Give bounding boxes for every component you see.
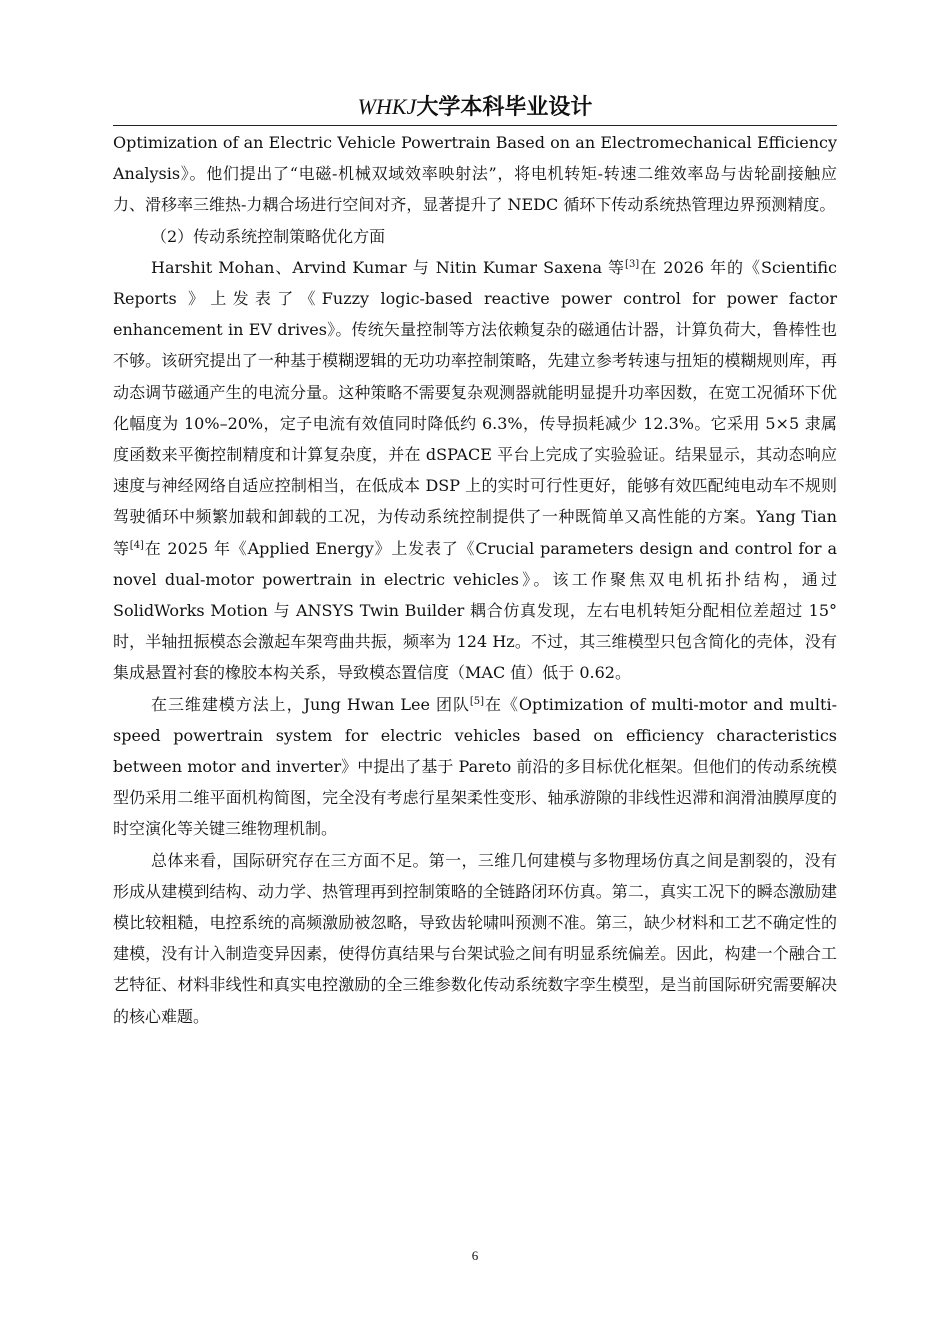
section-heading: （2）传动系统控制策略优化方面	[151, 226, 386, 246]
paragraph-text: 在 2025 年《Applied Energy》上发表了《Crucial parameters design and control for a novel dual-motor powertrain in electric vehicles》。该工作聚焦双电机拓扑结构，通过 SolidWorks Motion 与 ANSYS Twin Builder 耦合仿真发现，左右电机转矩分配相位差超过 15° 时，半轴扭振模态会激起车架弯曲共振，频率为 124 Hz。不过，其三维模型只包含简化的壳体，没有集成悬置衬套的橡胶本构关系，导致模态置信度（MAC 值）低于 0.62。	[113, 538, 837, 683]
paragraph-control-strategy	[113, 252, 837, 689]
body-text	[113, 127, 837, 1032]
paragraph-text: 在《Optimization of multi-motor and multi-speed powertrain system for electric vehicles based on efficiency characteristics between motor and inverter》中提出了基于 Pareto 前沿的多目标优化框架。但他们的传动系统模型仍采用二维平面机构简图，完全没有考虑行星架柔性变形、轴承游隙的非线性迟滞和润滑油膜厚度的时空演化等关键三维物理机制。	[113, 694, 837, 839]
paragraph-summary: 总体来看，国际研究存在三方面不足。第一，三维几何建模与多物理场仿真之间是割裂的，没有形成从建模到结构、动力学、热管理再到控制策略的全链路闭环仿真。第二，真实工况下的瞬态激励建模比较粗糙，电控系统的高频激励被忽略，导致齿轮啸叫预测不准。第三，缺少材料和工艺不确定性的建模，没有计入制造变异因素，使得仿真结果与台架试验之间有明显系统偏差。因此，构建一个融合工艺特征、材料非线性和真实电控激励的全三维参数化传动系统数字孪生模型，是当前国际研究需要解决的核心难题。	[113, 850, 837, 1026]
page-header	[113, 93, 837, 122]
paragraph-text: 在三维建模方法上，Jung Hwan Lee 团队	[151, 694, 470, 714]
page-number: 6	[471, 1248, 479, 1263]
citation-ref: [4]	[129, 539, 144, 551]
paragraph-modeling	[113, 689, 837, 845]
paragraph-continued: Optimization of an Electric Vehicle Powertrain Based on an Electromechanical Efficiency Analysis》。他们提出了“电磁-机械双域效率映射法”，将电机转矩-转速二维效率岛与齿轮副接触应力、滑移率三维热-力耦合场进行空间对齐，显著提升了 NEDC 循环下传动系统热管理边界预测精度。	[113, 133, 837, 215]
citation-ref: [3]	[625, 258, 640, 270]
header-divider	[113, 125, 837, 126]
header-title-chinese: 大学本科毕业设计	[416, 95, 593, 120]
citation-ref: [5]	[469, 695, 485, 707]
header-title-latin: WHKJ	[357, 94, 417, 119]
paragraph-text: 在 2026 年的《Scientific Reports 》上发表了《Fuzzy logic-based reactive power control for power factor enhancement in EV drives》。传统矢量控制等方法依赖复杂的磁通估计器，计算负荷大，鲁棒性也不够。该研究提出了一种基于模糊逻辑的无功功率控制策略，先建立参考转速与扭矩的模糊规则库，再动态调节磁通产生的电流分量。这种策略不需要复杂观测器就能明显提升功率因数，在宽工况循环下优化幅度为 10%–20%，定子电流有效值同时降低约 6.3%，传导损耗减少 12.3%。它采用 5×5 隶属度函数来平衡控制精度和计算复杂度，并在 dSPACE 平台上完成了实验验证。结果显示，其动态响应速度与神经网络自适应控制相当，在低成本 DSP 上的实时可行性更好，能够有效匹配纯电动车不规则驾驶循环中频繁加载和卸载的工况，为传动系统控制提供了一种既简单又高性能的方案。Yang Tian 等	[113, 257, 837, 558]
paragraph-text: Harshit Mohan、Arvind Kumar 与 Nitin Kumar Saxena 等	[151, 257, 626, 277]
